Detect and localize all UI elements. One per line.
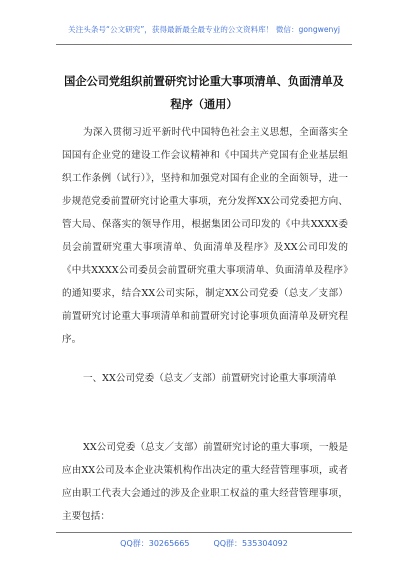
document-title: 国企公司党组织前置研究讨论重大事项清单、负面清单及程序（通用）	[64, 75, 344, 111]
intro-paragraph: 为深入贯彻习近平新时代中国特色社会主义思想，全面落实全国国有企业党的建设工作会议精神和《中国共产党国有企业基层组织工作条例（试行）》，坚持和加强党对国有企业的全面领导，进一步规范党委前置研究讨论重大事项，充分发挥XX公司党委把方向、管大局、保落实的领导作用，根据集团公司印发的《中共XXXX委员会前置研究重大事项清单、负面清单及程序》及XX公司印发的《中共XXXX公司委员会前置研究重大事项清单、负面清单及程序》的通知要求，结合XX公司实际，制定XX公司党委（总支／支部）前置研究讨论重大事项清单和前置研究讨论事项负面清单及研究程序。	[62, 127, 348, 345]
section-1-heading: 一、XX公司党委（总支／支部）前置研究讨论重大事项清单	[83, 373, 337, 384]
page-header	[0, 0, 408, 58]
section-1-paragraph: XX公司党委（总支／支部）前置研究讨论的重大事项，一般是应由XX公司及本企业决策机构作出决定的重大经营管理事项，或者应由职工代表大会通过的涉及企业职工权益的重大经营管理事项，主要包括：	[62, 442, 348, 522]
page-footer	[0, 532, 408, 562]
footer-qq-group-2: QQ群：535304092	[213, 539, 288, 548]
header-banner: 关注头条号“公文研究”，获得最新最全最专业的公文资料库！ 微信：gongwenyj	[68, 25, 340, 34]
footer-divider	[56, 532, 352, 533]
footer-contacts	[0, 538, 408, 549]
footer-qq-group-1: QQ群：30265665	[120, 539, 190, 548]
header-divider	[56, 44, 352, 45]
